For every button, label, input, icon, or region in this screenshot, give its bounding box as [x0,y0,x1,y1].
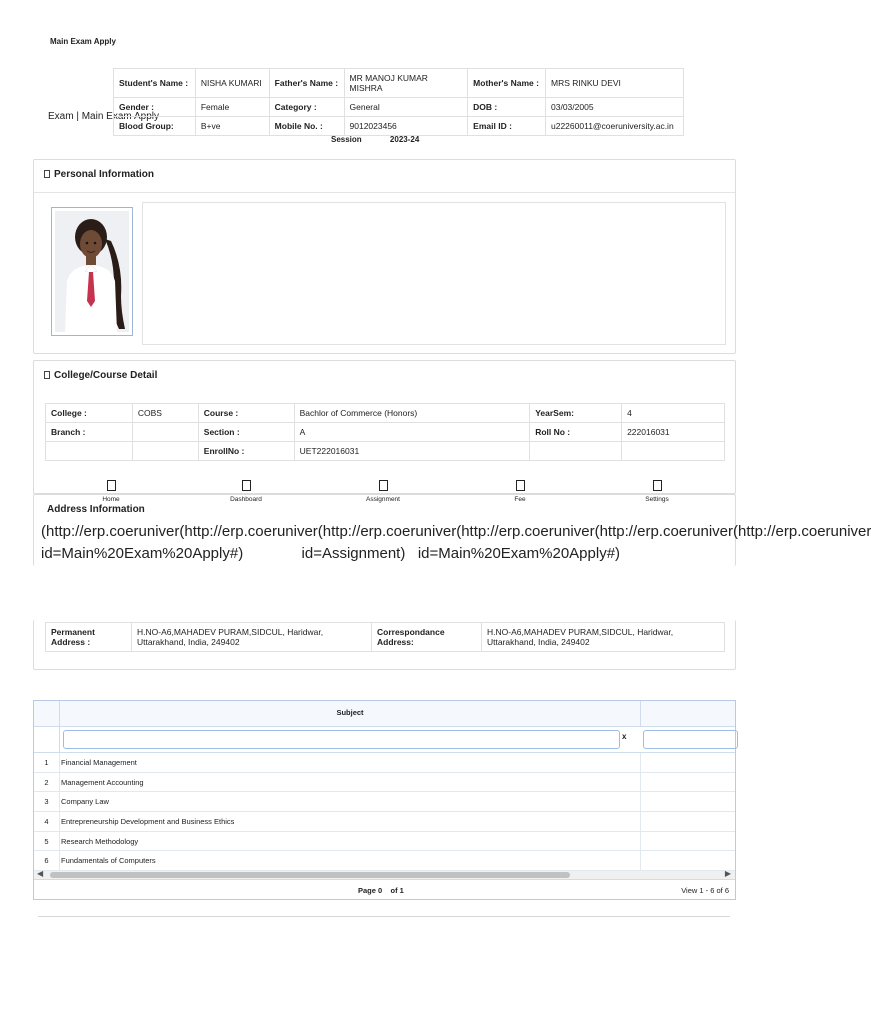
session-info [331,135,419,144]
field-value: MR MANOJ KUMAR MISHRA [344,69,468,98]
home-icon [107,480,116,491]
collapse-icon[interactable] [44,371,50,379]
grid-rows [34,753,735,871]
field-value: NISHA KUMARI [195,69,269,98]
field-value: A [294,423,530,442]
table-row[interactable] [34,812,735,832]
field-value: UET222016031 [294,442,530,461]
student-photo [55,211,129,332]
table-row [46,442,725,461]
grid-header [34,701,735,727]
view-records: View 1 - 6 of 6 [681,886,729,895]
grid-pager [34,879,735,899]
personal-info-panel [33,159,736,354]
nav-dashboard-label: Dashboard [230,496,262,503]
field-label [46,442,133,461]
student-photo-frame [51,207,133,336]
field-value: B+ve [195,117,269,136]
collapse-icon[interactable] [44,170,50,178]
field-value: MRS RINKU DEVI [546,69,684,98]
table-row[interactable] [34,832,735,852]
fee-icon [516,480,525,491]
nav-home-label: Home [102,496,120,503]
grid-filter-row [34,727,735,753]
field-label: Branch : [46,423,133,442]
address-table [45,622,725,652]
field-value: u22260011@coeruniversity.ac.in [546,117,684,136]
nav-assignment[interactable] [338,480,428,503]
row-number: 1 [34,753,60,772]
permanent-address-value: H.NO-A6,MAHADEV PURAM,SIDCUL, Haridwar, Uttarakhand, India, 249402 [132,623,372,652]
subject-name: Entrepreneurship Development and Business Ethics [60,812,641,831]
footer-divider [38,916,730,917]
extra-filter-input[interactable] [643,730,738,749]
correspondence-address-value: H.NO-A6,MAHADEV PURAM,SIDCUL, Haridwar, Uttarakhand, India, 249402 [482,623,725,652]
nav-dashboard[interactable] [201,480,291,503]
field-label: Roll No : [530,423,622,442]
subject-name: Fundamentals of Computers [60,851,641,870]
field-label: Course : [198,404,294,423]
nav-url-line-1: (http://erp.coeruniver(http://erp.coeruniver(http://erp.coeruniver(http://erp.coeruniver(http://erp.coeruniver(http://erp.coeruniver [41,523,871,540]
assignment-icon [379,480,388,491]
student-photo-image [55,211,129,332]
field-label: Mother's Name : [468,69,546,98]
subject-name: Research Methodology [60,832,641,851]
subject-grid [33,700,736,900]
row-number-header [34,701,60,727]
scroll-thumb[interactable] [50,872,570,878]
subject-name: Company Law [60,792,641,811]
bottom-nav [0,480,768,510]
row-number: 3 [34,792,60,811]
field-label: Category : [269,98,344,117]
address-box [33,620,736,670]
nav-settings[interactable] [612,480,702,503]
nav-home[interactable] [66,480,156,503]
row-number: 6 [34,851,60,870]
field-value [622,442,725,461]
nav-link-urls[interactable] [41,521,871,565]
horizontal-scrollbar[interactable] [34,871,735,879]
page-indicator: Page 0 of 1 [358,886,404,895]
permanent-address-label: Permanent Address : [46,623,132,652]
row-number: 2 [34,773,60,792]
table-row[interactable] [34,851,735,871]
row-number: 4 [34,812,60,831]
field-value: 9012023456 [344,117,468,136]
field-label: College : [46,404,133,423]
field-label: Section : [198,423,294,442]
field-value: 222016031 [622,423,725,442]
breadcrumb: Exam | Main Exam Apply [48,111,159,122]
field-value: Female [195,98,269,117]
field-value: 03/03/2005 [546,98,684,117]
scroll-right-icon[interactable]: ▶ [724,869,731,878]
session-value: 2023-24 [389,135,420,144]
college-course-panel [33,360,736,494]
college-course-title: College/Course Detail [54,370,158,381]
personal-info-heading [34,160,735,189]
nav-fee-label: Fee [514,496,526,503]
personal-info-frame [142,202,726,345]
field-label: Gender : [114,98,196,117]
nav-fee[interactable] [475,480,565,503]
table-row [114,117,684,136]
nav-assignment-label: Assignment [366,496,400,503]
field-label: Email ID : [468,117,546,136]
field-label: EnrollNo : [198,442,294,461]
field-label: DOB : [468,98,546,117]
dashboard-icon [242,480,251,491]
field-label: Student's Name : [114,69,196,98]
divider [34,192,735,193]
field-value: General [344,98,468,117]
correspondence-address-label: Correspondance Address: [372,623,482,652]
table-row[interactable] [34,773,735,793]
field-label [530,442,622,461]
settings-icon [653,480,662,491]
subject-name: Management Accounting [60,773,641,792]
personal-info-title: Personal Information [54,169,155,180]
subject-filter-input[interactable] [63,730,620,749]
personal-info-table [113,68,684,136]
field-value: 4 [622,404,725,423]
session-label: Session [331,135,362,144]
table-row [46,404,725,423]
clear-filter-button[interactable]: x [622,732,627,741]
field-label: Blood Group: [114,117,196,136]
row-number: 5 [34,832,60,851]
table-row[interactable] [34,792,735,812]
address-info-title: Address Information [47,504,145,515]
table-row[interactable] [34,753,735,773]
table-row [46,423,725,442]
field-label: YearSem: [530,404,622,423]
college-course-table [45,403,725,461]
field-label: Mobile No. : [269,117,344,136]
scroll-left-icon[interactable]: ◀ [37,869,44,878]
field-value [132,423,198,442]
filter-number-cell [34,727,60,752]
field-value: COBS [132,404,198,423]
field-value: Bachlor of Commerce (Honors) [294,404,530,423]
field-value [132,442,198,461]
page-title: Main Exam Apply [50,37,116,46]
table-row [114,98,684,117]
subject-name: Financial Management [60,753,641,772]
table-row [114,69,684,98]
field-label: Father's Name : [269,69,344,98]
nav-settings-label: Settings [645,496,669,503]
nav-url-line-2: id=Main%20Exam%20Apply#) id=Assignment) id=Main%20Exam%20Apply#) [41,545,621,562]
college-course-heading [34,361,735,390]
subject-column-header[interactable]: Subject [60,701,641,727]
